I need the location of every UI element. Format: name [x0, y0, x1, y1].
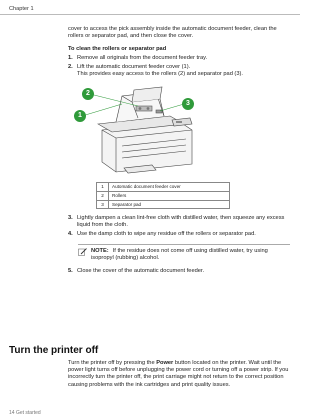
legend-number: 1 [97, 183, 109, 192]
header-rule [0, 14, 300, 15]
note-box [78, 244, 290, 262]
note-label: NOTE: [91, 248, 109, 255]
legend-label: Rollers [109, 191, 230, 200]
legend-label: Automatic document feeder cover [109, 183, 230, 192]
callout-legend-table [96, 182, 230, 209]
power-button-term: Power [156, 360, 174, 366]
callout-3 [182, 98, 194, 110]
main-content [68, 26, 290, 277]
printer-illustration [72, 82, 206, 174]
legend-row [97, 183, 230, 192]
step-number: 2. [68, 64, 73, 70]
step-number: 3. [68, 215, 73, 222]
step-number: 4. [68, 231, 73, 238]
step-text-main: Lift the automatic document feeder cover (1). [77, 64, 191, 70]
section-body-suffix: button located on the printer. Wait until the power light turns off before unplugging the power cord or turning off a power strip. If you incorrectly turn the printer off, the print carriage might not return to the correct position causing problems with the ink cartridges and print quality issues. [68, 360, 289, 388]
section-body-prefix: Turn the printer off by pressing the [68, 360, 157, 366]
section-heading: Turn the printer off [9, 345, 99, 356]
step-3 [68, 215, 290, 229]
step-1 [68, 55, 290, 62]
step-text [77, 64, 290, 78]
callout-2 [82, 88, 94, 100]
page-footer: 14 Get started [9, 410, 41, 416]
note-content [91, 248, 290, 262]
step-text: Use the damp cloth to wipe any residue off the rollers or separator pad. [77, 231, 256, 238]
legend-row [97, 200, 230, 209]
step-number: 1. [68, 55, 73, 61]
note-pencil-icon [78, 248, 87, 256]
chapter-header: Chapter 1 [9, 6, 34, 12]
callout-2-label: 2 [86, 90, 90, 97]
step-2 [68, 64, 290, 78]
step-text: Close the cover of the automatic document feeder. [77, 268, 205, 275]
step-number: 5. [68, 268, 73, 275]
step-text: Remove all originals from the document feeder tray. [77, 55, 208, 61]
step-5 [68, 268, 290, 275]
legend-number: 2 [97, 191, 109, 200]
legend-label: Separator pad [109, 200, 230, 209]
callout-1 [74, 110, 86, 122]
section-paragraph [68, 360, 290, 389]
legend-number: 3 [97, 200, 109, 209]
step-subtext: This provides easy access to the rollers (2) and separator pad (3). [77, 71, 243, 77]
note-text: If the residue does not come off using distilled water, try using isopropyl (rubbing) alcohol. [91, 248, 268, 262]
step-text: Lightly dampen a clean lint-free cloth with distilled water, then squeeze any excess liquid from the cloth. [77, 215, 285, 229]
intro-paragraph: cover to access the pick assembly inside the automatic document feeder, clean the rollers or separator pad, and then close the cover. [68, 26, 277, 39]
callout-1-label: 1 [78, 112, 82, 119]
step-4 [68, 231, 290, 238]
callout-3-label: 3 [186, 100, 190, 107]
procedure-title: To clean the rollers or separator pad [68, 46, 167, 52]
legend-row [97, 191, 230, 200]
